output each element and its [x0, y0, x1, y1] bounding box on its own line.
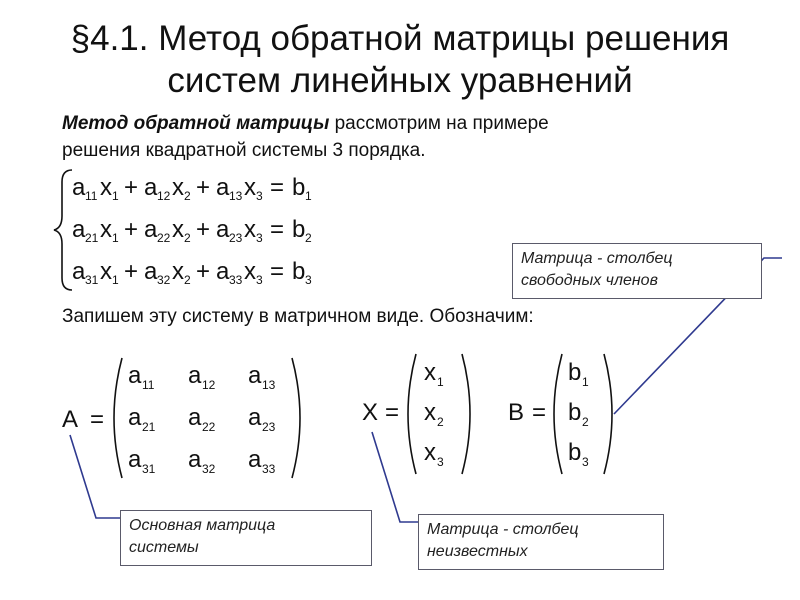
matrix-x-entry-subscript: 2	[437, 415, 444, 429]
matrix-a-entry-subscript: 21	[142, 420, 156, 434]
matrix-a-label: A	[62, 406, 79, 433]
equals-sign: =	[270, 216, 285, 243]
matrix-a-entry-letter: a	[248, 446, 262, 473]
var-subscript: 3	[256, 189, 263, 203]
matrix-b-entry-subscript: 2	[582, 415, 589, 429]
coef-letter: a	[72, 258, 86, 285]
matrix-x-equals: =	[385, 399, 400, 426]
matrix-a-entry-letter: a	[188, 404, 202, 431]
callout-main-matrix	[120, 510, 372, 566]
var-letter: x	[244, 258, 256, 285]
coef-letter: a	[144, 258, 158, 285]
coef-letter: a	[72, 216, 86, 243]
title-line-2: систем линейных уравнений	[167, 61, 633, 100]
coef-subscript: 32	[157, 273, 171, 287]
matrix-b-label: B	[508, 399, 525, 426]
rhs-letter: b	[292, 216, 306, 243]
callout-free-terms-line1: Матрица - столбец	[521, 250, 673, 267]
callout-free-terms-line2: свободных членов	[521, 272, 658, 289]
var-letter: x	[172, 174, 184, 201]
intro-rest: рассмотрим на примере	[329, 113, 549, 134]
matrix-a-entry-subscript: 23	[262, 420, 276, 434]
coef-subscript: 23	[229, 231, 243, 245]
callout-free-terms	[512, 243, 762, 299]
matrix-a-entries	[128, 362, 276, 476]
coef-letter: a	[144, 174, 158, 201]
var-subscript: 1	[112, 189, 119, 203]
matrix-x-entry-letter: x	[424, 359, 436, 386]
var-subscript: 3	[256, 231, 263, 245]
leader-line-unknowns	[372, 432, 418, 522]
var-letter: x	[172, 216, 184, 243]
coef-subscript: 11	[85, 189, 98, 203]
plus-sign: +	[124, 216, 139, 243]
coef-letter: a	[216, 258, 230, 285]
matrix-b-entry-subscript: 3	[582, 455, 589, 469]
intro-line-2: решения квадратной системы 3 порядка.	[62, 140, 426, 161]
matrix-b-equals: =	[532, 399, 547, 426]
matrix-a-entry-letter: a	[188, 362, 202, 389]
rhs-subscript: 3	[305, 273, 312, 287]
coef-subscript: 13	[229, 189, 243, 203]
matrix-x-entry-subscript: 1	[437, 375, 444, 389]
var-subscript: 3	[256, 273, 263, 287]
matrix-x-left-paren	[408, 354, 416, 474]
coef-subscript: 21	[85, 231, 99, 245]
matrix-a-entry-letter: a	[188, 446, 202, 473]
intro-bold: Метод обратной матрицы	[62, 113, 330, 134]
matrix-a-entry-letter: a	[248, 404, 262, 431]
coef-subscript: 22	[157, 231, 171, 245]
plus-sign: +	[196, 258, 211, 285]
matrix-x-entry-letter: x	[424, 399, 436, 426]
matrix-x-right-paren	[462, 354, 470, 474]
matrix-a-entry-subscript: 13	[262, 378, 276, 392]
system-brace	[54, 170, 72, 290]
var-letter: x	[100, 258, 112, 285]
matrix-b-entry-letter: b	[568, 359, 582, 386]
matrix-b-entry-subscript: 1	[582, 375, 589, 389]
matrix-x-entry-letter: x	[424, 439, 436, 466]
coef-letter: a	[216, 174, 230, 201]
var-subscript: 2	[184, 189, 191, 203]
leader-line-main-matrix	[70, 435, 120, 518]
matrix-b-right-paren	[604, 354, 612, 474]
matrix-a-entry-letter: a	[128, 446, 142, 473]
coef-letter: a	[72, 174, 86, 201]
matrix-x-label: X	[362, 399, 379, 426]
var-letter: x	[100, 174, 112, 201]
matrix-b-entry-letter: b	[568, 439, 582, 466]
coef-subscript: 31	[85, 273, 99, 287]
matrix-x-entry-subscript: 3	[437, 455, 444, 469]
callout-main-matrix-line2: системы	[129, 539, 199, 556]
equals-sign: =	[270, 258, 285, 285]
callout-unknowns	[418, 514, 664, 570]
system-equations	[72, 174, 312, 287]
var-subscript: 1	[112, 231, 119, 245]
plus-sign: +	[196, 174, 211, 201]
callout-unknowns-line2: неизвестных	[427, 543, 528, 560]
var-letter: x	[172, 258, 184, 285]
coef-subscript: 12	[157, 189, 171, 203]
var-subscript: 1	[112, 273, 119, 287]
coef-subscript: 33	[229, 273, 243, 287]
callout-unknowns-line1: Матрица - столбец	[427, 521, 579, 538]
rhs-letter: b	[292, 258, 306, 285]
coef-letter: a	[144, 216, 158, 243]
var-letter: x	[244, 216, 256, 243]
matrix-a-entry-letter: a	[248, 362, 262, 389]
matrix-a-entry-letter: a	[128, 362, 142, 389]
plus-sign: +	[124, 174, 139, 201]
matrix-a-left-paren	[114, 358, 122, 478]
matrix-a-entry-subscript: 22	[202, 420, 216, 434]
matrix-a-right-paren	[292, 358, 300, 478]
matrix-x-entries	[424, 359, 444, 469]
notation-text: Запишем эту систему в матричном виде. Обозначим:	[62, 306, 534, 327]
var-letter: x	[244, 174, 256, 201]
callout-main-matrix-line1: Основная матрица	[129, 517, 276, 534]
matrix-b-entry-letter: b	[568, 399, 582, 426]
rhs-subscript: 1	[305, 189, 312, 203]
matrix-a-entry-subscript: 12	[202, 378, 216, 392]
matrix-a-equals: =	[90, 406, 105, 433]
plus-sign: +	[124, 258, 139, 285]
matrix-b-left-paren	[554, 354, 562, 474]
plus-sign: +	[196, 216, 211, 243]
var-subscript: 2	[184, 231, 191, 245]
coef-letter: a	[216, 216, 230, 243]
matrix-a-entry-subscript: 32	[202, 462, 216, 476]
rhs-subscript: 2	[305, 231, 312, 245]
var-letter: x	[100, 216, 112, 243]
matrix-b-entries	[568, 359, 589, 469]
matrix-a-entry-letter: a	[128, 404, 142, 431]
title-line-1: §4.1. Метод обратной матрицы решения	[70, 19, 730, 58]
var-subscript: 2	[184, 273, 191, 287]
matrix-a-entry-subscript: 11	[142, 378, 155, 392]
matrix-a-entry-subscript: 33	[262, 462, 276, 476]
matrix-a-entry-subscript: 31	[142, 462, 156, 476]
equals-sign: =	[270, 174, 285, 201]
rhs-letter: b	[292, 174, 306, 201]
